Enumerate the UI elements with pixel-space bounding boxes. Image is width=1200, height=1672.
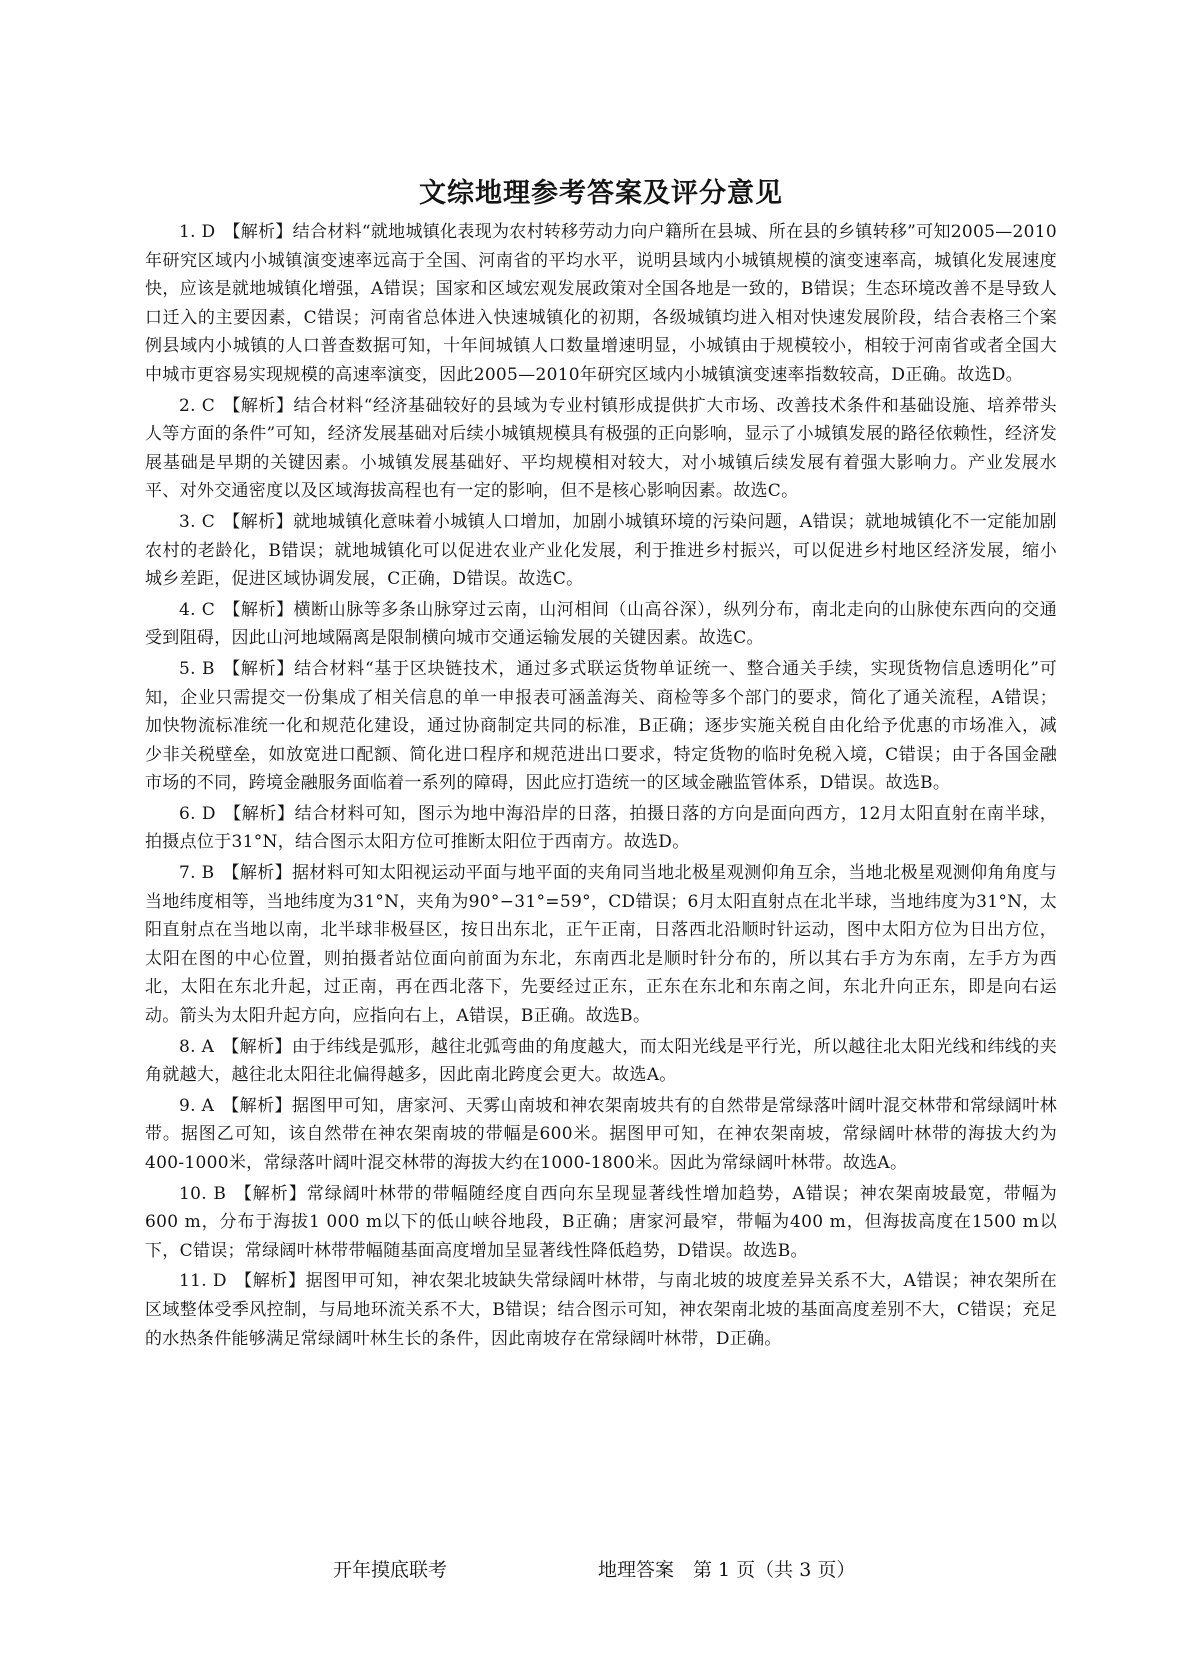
answer-item — [145, 1180, 1057, 1266]
answer-number: 3. C — [179, 511, 216, 532]
answer-item — [145, 1267, 1057, 1353]
answer-explanation: 【解析】据图甲可知，唐家河、天雾山南坡和神农架南坡共有的自然带是常绿落叶阔叶混交林带和常绿阔叶林带。据图乙可知，该自然带在神农架南坡的带幅是600米。据图甲可知，在神农架南坡，常绿阔叶林带的海拔大约为400-1000米，常绿落叶阔叶混交林带的海拔大约在1000-1800米。因此为常绿阔叶林带。故选A。 — [145, 1095, 1057, 1173]
answer-explanation: 【解析】据图甲可知，神农架北坡缺失常绿阔叶林带，与南北坡的坡度差异关系不大，A错误；神农架所在区域整体受季风控制，与局地环流关系不大，B错误；结合图示可知，神农架南北坡的基面高度差别不大，C错误；充足的水热条件能够满足常绿阔叶林生长的条件，因此南坡存在常绿阔叶林带，D正确。 — [145, 1271, 1058, 1349]
answer-number: 1. D — [179, 222, 216, 242]
answer-item — [145, 800, 1057, 857]
answer-explanation: 【解析】常绿阔叶林带的带幅随经度自西向东呈现显著线性增加趋势，A错误；神农架南坡最宽，带幅为600 m，分布于海拔1 000 m以下的低山峡谷地段，B正确；唐家河最窄，带幅为400 m，但海拔高度在1500 m以下，C错误；常绿阔叶林带带幅随基面高度增加呈显著线性降低趋势，D错误。故选B。 — [145, 1183, 1057, 1261]
answer-sheet-page — [145, 172, 1057, 1355]
answer-list — [145, 218, 1057, 1353]
answer-explanation: 【解析】横断山脉等多条山脉穿过云南，山河相间（山高谷深），纵列分布，南北走向的山脉使东西向的交通受到阻碍，因此山河地域隔离是限制横向城市交通运输发展的关键因素。故选C。 — [145, 599, 1057, 649]
answer-explanation: 【解析】结合材料“基于区块链技术，通过多式联运货物单证统一、整合通关手续，实现货物信息透明化”可知，企业只需提交一份集成了相关信息的单一申报表可涵盖海关、商检等多个部门的要求，简化了通关流程，A错误；加快物流标准统一化和规范化建设，通过协商制定共同的标准，B正确；逐步实施关税自由化给予优惠的市场准入，减少非关税壁垒，如放宽进口配额、简化进口程序和规范进出口要求，特定货物的临时免税入境，C错误；由于各国金融市场的不同，跨境金融服务面临着一系列的障碍，因此应打造统一的区域金融监管体系，D错误。故选B。 — [145, 658, 1057, 794]
answer-explanation: 【解析】结合材料可知，图示为地中海沿岸的日落，拍摄日落的方向是面向西方，12月太阳直射在南半球，拍摄点位于31°N，结合图示太阳方位可推断太阳位于西南方。故选D。 — [145, 803, 1057, 853]
answer-item — [145, 218, 1057, 390]
answer-item — [145, 859, 1057, 1031]
exam-name: 开年摸底联考 — [333, 1559, 448, 1581]
answer-item — [145, 655, 1057, 798]
answer-explanation: 【解析】结合材料“经济基础较好的县域为专业村镇形成提供扩大市场、改善技术条件和基础设施、培养带头人等方面的条件”可知，经济发展基础对后续小城镇规模具有极强的正向影响，显示了小城镇发展的路径依赖性，经济发展基础是早期的关键因素。小城镇发展基础好、平均规模相对较大，对小城镇后续发展有着强大影响力。产业发展水平、对外交通密度以及区域海拔高程也有一定的影响，但不是核心影响因素。故选C。 — [145, 395, 1057, 502]
answer-number: 8. A — [179, 1036, 215, 1057]
answer-explanation: 【解析】由于纬线是弧形，越往北弧弯曲的角度越大，而太阳光线是平行光，所以越往北太阳光线和纬线的夹角就越大，越往北太阳往北偏得越多，因此南北跨度会更大。故选A。 — [145, 1036, 1057, 1086]
answer-number: 9. A — [179, 1095, 215, 1116]
answer-number: 11. D — [179, 1271, 227, 1292]
answer-number: 7. B — [179, 863, 215, 884]
answer-explanation: 【解析】据材料可知太阳视运动平面与地平面的夹角同当地北极星观测仰角互余，当地北极星观测仰角角度与当地纬度相等，当地纬度为31°N，夹角为90°−31°=59°，CD错误；6月太阳直射点在北半球，当地纬度为31°N，太阳直射点在当地以南，北半球非极昼区，按日出东北，正午正南，日落西北沿顺时针运动，图中太阳方位为日出方位，太阳在图的中心位置，则拍摄者站位面向前面为东北，东南西北是顺时针分布的，所以其右手方为东南，左手方为西北，太阳在东北升起，过正南，再在西北落下，先要经过正东，正东在东北和东南之间，东北升向正东，即是向右运动。箭头为太阳升起方向，应指向右上，A错误，B正确。故选B。 — [145, 863, 1057, 1027]
page-number: 地理答案 第 1 页（共 3 页） — [598, 1559, 856, 1581]
answer-number: 2. C — [179, 395, 216, 416]
answer-number: 5. B — [179, 658, 215, 679]
answer-item — [145, 1033, 1057, 1090]
answer-item — [145, 596, 1057, 653]
answer-number: 6. D — [179, 803, 216, 824]
answer-explanation: 【解析】就地城镇化意味着小城镇人口增加，加剧小城镇环境的污染问题，A错误；就地城镇化不一定能加剧农村的老龄化，B错误；就地城镇化可以促进农业产业化发展，利于推进乡村振兴，可以促进乡村地区经济发展，缩小城乡差距，促进区域协调发展，C正确，D错误。故选C。 — [145, 511, 1057, 590]
answer-explanation: 【解析】结合材料“就地城镇化表现为农村转移劳动力向户籍所在县城、所在县的乡镇转移”可知2005—2010年研究区域内小城镇演变速率远高于全国、河南省的平均水平，说明县域内小城镇规模的演变速率高，城镇化发展速度快，应该是就地城镇化增强，A错误；国家和区域宏观发展政策对全国各地是一致的，B错误；生态环境改善不是导致人口迁入的主要因素，C错误；河南省总体进入快速城镇化的初期，各级城镇均进入相对快速发展阶段，结合表格三个案例县域内小城镇的人口普查数据可知，十年间城镇人口数量增速明显，小城镇由于规模较小，相较于河南省或者全国大中城市更容易实现规模的高速率演变，因此2005—2010年研究区域内小城镇演变速率指数较高，D正确。故选D。 — [145, 222, 1057, 385]
answer-item — [145, 1092, 1057, 1178]
answer-number: 10. B — [179, 1183, 227, 1204]
answer-item — [145, 392, 1057, 506]
answer-number: 4. C — [179, 599, 216, 620]
answer-item — [145, 508, 1057, 594]
page-title: 文综地理参考答案及评分意见 — [419, 178, 783, 209]
